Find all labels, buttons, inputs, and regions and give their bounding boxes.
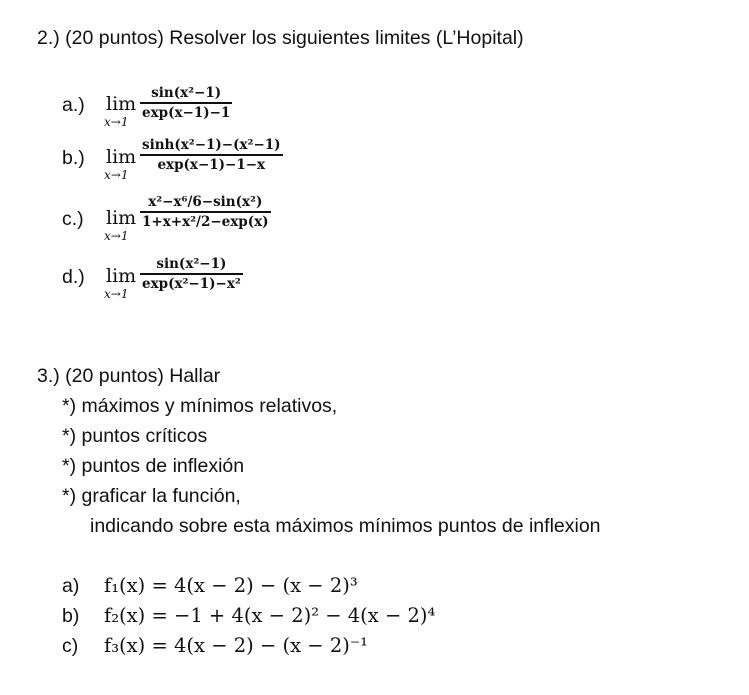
function-a-label: a) <box>62 575 80 597</box>
problem-3-heading: 3.) (20 puntos) Hallar <box>37 365 221 387</box>
limit-c-fraction <box>140 193 271 231</box>
limit-a-fraction <box>140 84 232 122</box>
task-inflection-points: *) puntos de inflexión <box>62 455 245 477</box>
limit-b-numerator: sinh(x²−1)−(x²−1) <box>142 137 281 153</box>
limit-a-label: a.) <box>62 94 85 116</box>
function-a-expression: f₁(x) = 4(x − 2) − (x − 2)³ <box>104 574 358 597</box>
limit-b-fraction <box>140 136 283 174</box>
limit-d-sub: x→1 <box>104 287 129 301</box>
limit-d-numerator: sin(x²−1) <box>156 256 227 272</box>
task-graph-detail: indicando sobre esta máximos mínimos puntos de inflexion <box>90 515 601 537</box>
function-b-label: b) <box>62 605 80 627</box>
limit-d-label: d.) <box>62 266 85 288</box>
task-graph: *) graficar la función, <box>62 485 241 507</box>
limit-a-lim: lim <box>106 93 137 115</box>
limit-a-denominator: exp(x−1)−1 <box>142 104 231 121</box>
limit-d-fraction <box>140 255 243 293</box>
limit-b-sub: x→1 <box>104 168 129 182</box>
task-extrema: *) máximos y mínimos relativos, <box>62 395 338 417</box>
limit-a-sub: x→1 <box>104 115 129 129</box>
limit-c-sub: x→1 <box>104 229 129 243</box>
limit-c-label: c.) <box>62 208 84 230</box>
limit-d-denominator: exp(x²−1)−x² <box>142 275 241 292</box>
function-c-expression: f₃(x) = 4(x − 2) − (x − 2)⁻¹ <box>104 634 368 657</box>
limit-c-numerator: x²−x⁶/6−sin(x²) <box>148 194 263 210</box>
limit-d-lim: lim <box>106 265 137 287</box>
limit-b-denominator: exp(x−1)−1−x <box>157 156 266 173</box>
problem-2-heading: 2.) (20 puntos) Resolver los siguientes limites (L’Hopital) <box>37 27 524 49</box>
limit-b-lim: lim <box>106 146 137 168</box>
limit-c-denominator: 1+x+x²/2−exp(x) <box>142 213 269 230</box>
limit-a-numerator: sin(x²−1) <box>151 85 222 101</box>
function-b-expression: f₂(x) = −1 + 4(x − 2)² − 4(x − 2)⁴ <box>104 604 436 627</box>
limit-c-lim: lim <box>106 207 137 229</box>
task-critical-points: *) puntos críticos <box>62 425 208 447</box>
limit-b-label: b.) <box>62 147 85 169</box>
function-c-label: c) <box>62 635 79 657</box>
